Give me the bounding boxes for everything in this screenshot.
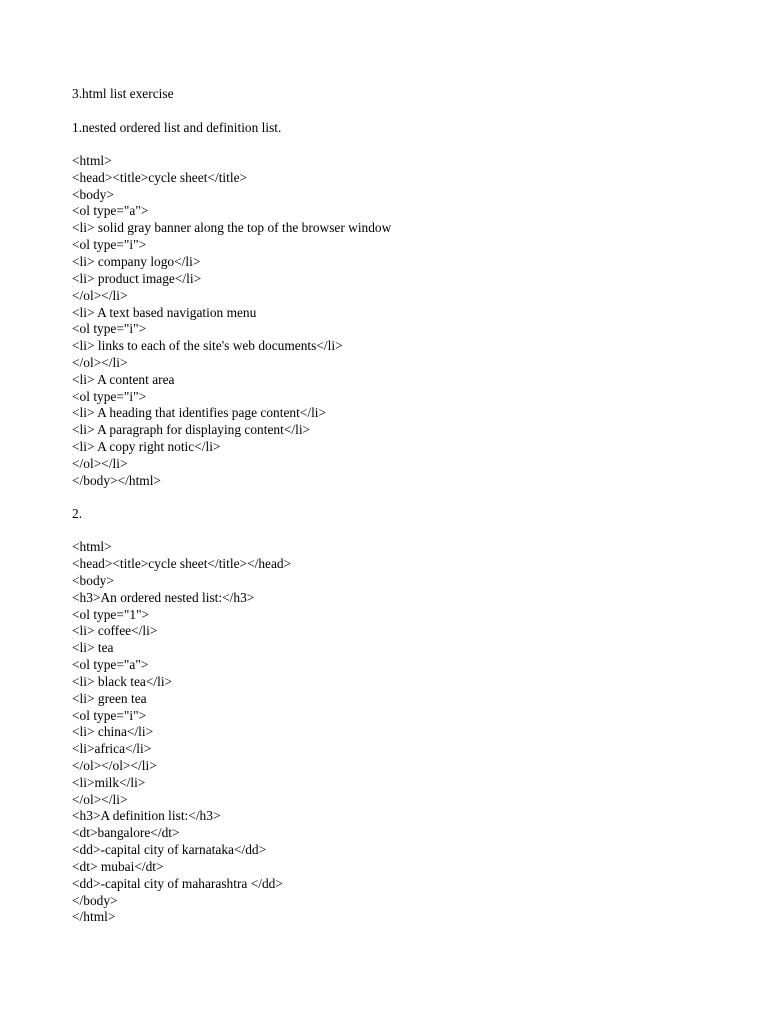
code-line: <body> — [72, 573, 114, 588]
code-line: <li> tea — [72, 640, 114, 655]
code-line: <dt> mubai</dt> — [72, 859, 164, 874]
code-line: </ol></ol></li> — [72, 758, 157, 773]
section-1-heading: 1.nested ordered list and definition list. — [72, 120, 282, 135]
code-line: <li>milk</li> — [72, 775, 146, 790]
code-line: <body> — [72, 187, 114, 202]
code-line: <li> A copy right notic</li> — [72, 439, 221, 454]
code-line: <dd>-capital city of maharashtra </dd> — [72, 876, 283, 891]
code-line: <ol type="a"> — [72, 657, 149, 672]
code-line: </body> — [72, 893, 118, 908]
code-line: <head><title>cycle sheet</title> — [72, 170, 248, 185]
code-line: <ol type="i"> — [72, 389, 147, 404]
code-line: <ol type="i"> — [72, 708, 147, 723]
code-line: <ol type="i"> — [72, 237, 147, 252]
code-line: </ol></li> — [72, 792, 128, 807]
code-line: <li> links to each of the site's web documents</li> — [72, 338, 343, 353]
code-line: <li> A content area — [72, 372, 175, 387]
code-line: <ol type="i"> — [72, 321, 147, 336]
code-line: <li> black tea</li> — [72, 674, 173, 689]
code-line: </ol></li> — [72, 456, 128, 471]
code-line: <ol type="a"> — [72, 203, 149, 218]
section-2-heading: 2. — [72, 506, 83, 521]
code-line: </ol></li> — [72, 355, 128, 370]
code-line: <dt>bangalore</dt> — [72, 825, 180, 840]
code-line: <li> solid gray banner along the top of the browser window — [72, 220, 392, 235]
code-line: <html> — [72, 539, 112, 554]
code-line: <html> — [72, 153, 112, 168]
code-line: <dd>-capital city of karnataka</dd> — [72, 842, 267, 857]
code-line: <ol type="1"> — [72, 607, 150, 622]
code-line: <li> company logo</li> — [72, 254, 201, 269]
code-line: <li> product image</li> — [72, 271, 202, 286]
code-line: <li> coffee</li> — [72, 623, 158, 638]
code-line: </html> — [72, 909, 116, 924]
code-line: <h3>A definition list:</h3> — [72, 808, 221, 823]
code-line: <li> china</li> — [72, 724, 154, 739]
code-line: </body></html> — [72, 473, 161, 488]
document-title: 3.html list exercise — [72, 86, 174, 101]
code-line: <head><title>cycle sheet</title></head> — [72, 556, 292, 571]
code-line: <li> green tea — [72, 691, 147, 706]
code-line: <li> A heading that identifies page content</li> — [72, 405, 327, 420]
code-line: <li> A paragraph for displaying content</li> — [72, 422, 311, 437]
code-line: <li> A text based navigation menu — [72, 305, 257, 320]
code-line: <h3>An ordered nested list:</h3> — [72, 590, 255, 605]
code-line: </ol></li> — [72, 288, 128, 303]
code-line: <li>africa</li> — [72, 741, 152, 756]
